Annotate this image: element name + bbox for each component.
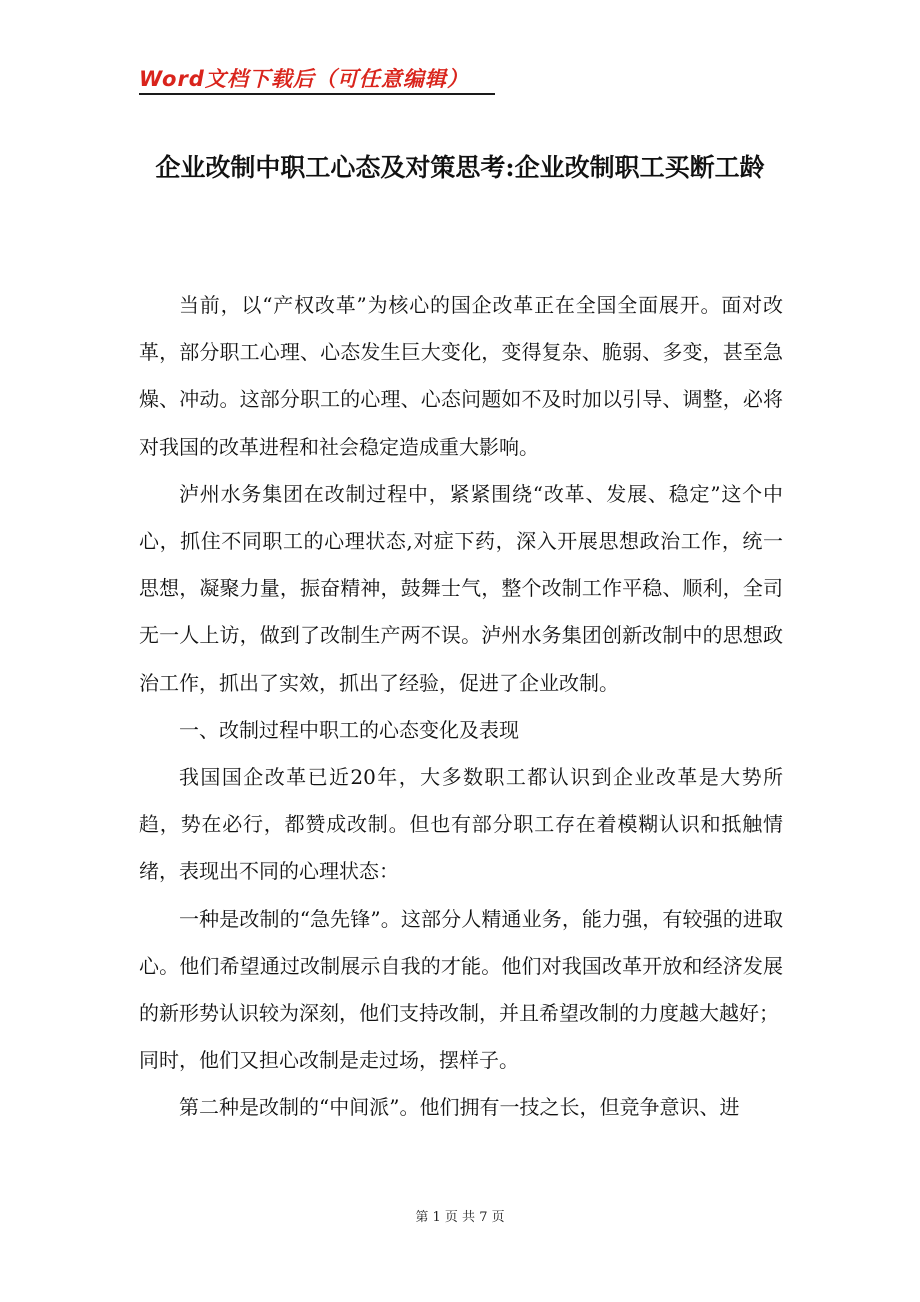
paragraph-middle: 第二种是改制的“中间派”。他们拥有一技之长，但竞争意识、进 (179, 1095, 740, 1120)
paragraph-vanguard: 一种是改制的“急先锋”。这部分人精通业务，能力强，有较强的进取心。他们希望通过改制展示自我的才能。他们对我国改革开放和经济发展的新形势认识较为深刻，他们支持改制，并且希望改制的力度越大越好； (139, 906, 783, 1026)
paragraph-vanguard-cont: 同时，他们又担心改制是走过场，摆样子。 (139, 1048, 519, 1073)
download-notice: Word文档下载后（可任意编辑） (139, 67, 469, 91)
paragraph-overview: 我国国企改革已近20年，大多数职工都认识到企业改革是大势所趋，势在必行，都赞成改制。但也有部分职工存在着模糊认识和抵触情绪，表现出不同的心理状态： (139, 765, 783, 884)
document-body (139, 282, 783, 1132)
page-title: 企业改制中职工心态及对策思考:企业改制职工买断工龄 (155, 153, 765, 182)
header-underline (139, 93, 495, 95)
section-heading: 一、改制过程中职工的心态变化及表现 (179, 717, 519, 742)
paragraph-intro: 当前，以“产权改革”为核心的国企改革正在全国全面展开。面对改革，部分职工心理、心态发生巨大变化，变得复杂、脆弱、多变，甚至急燥、冲动。这部分职工的心理、心态问题如不及时加以引导、调整，必将对我国的改革进程和社会稳定造成重大影响。 (139, 293, 783, 459)
paragraph-luzhou: 泸州水务集团在改制过程中，紧紧围绕“改革、发展、稳定”这个中心，抓住不同职工的心理状态,对症下药，深入开展思想政治工作，统一思想，凝聚力量，振奋精神，鼓舞士气，整个改制工作平稳、顺利，全司无一人上访，做到了改制生产两不误。泸州水务集团创新改制中的思想政治工作，抓出了实效，抓出了经验，促进了企业改制。 (139, 481, 783, 695)
header-banner (139, 64, 495, 96)
page-number: 第 1 页 共 7 页 (415, 1210, 505, 1225)
